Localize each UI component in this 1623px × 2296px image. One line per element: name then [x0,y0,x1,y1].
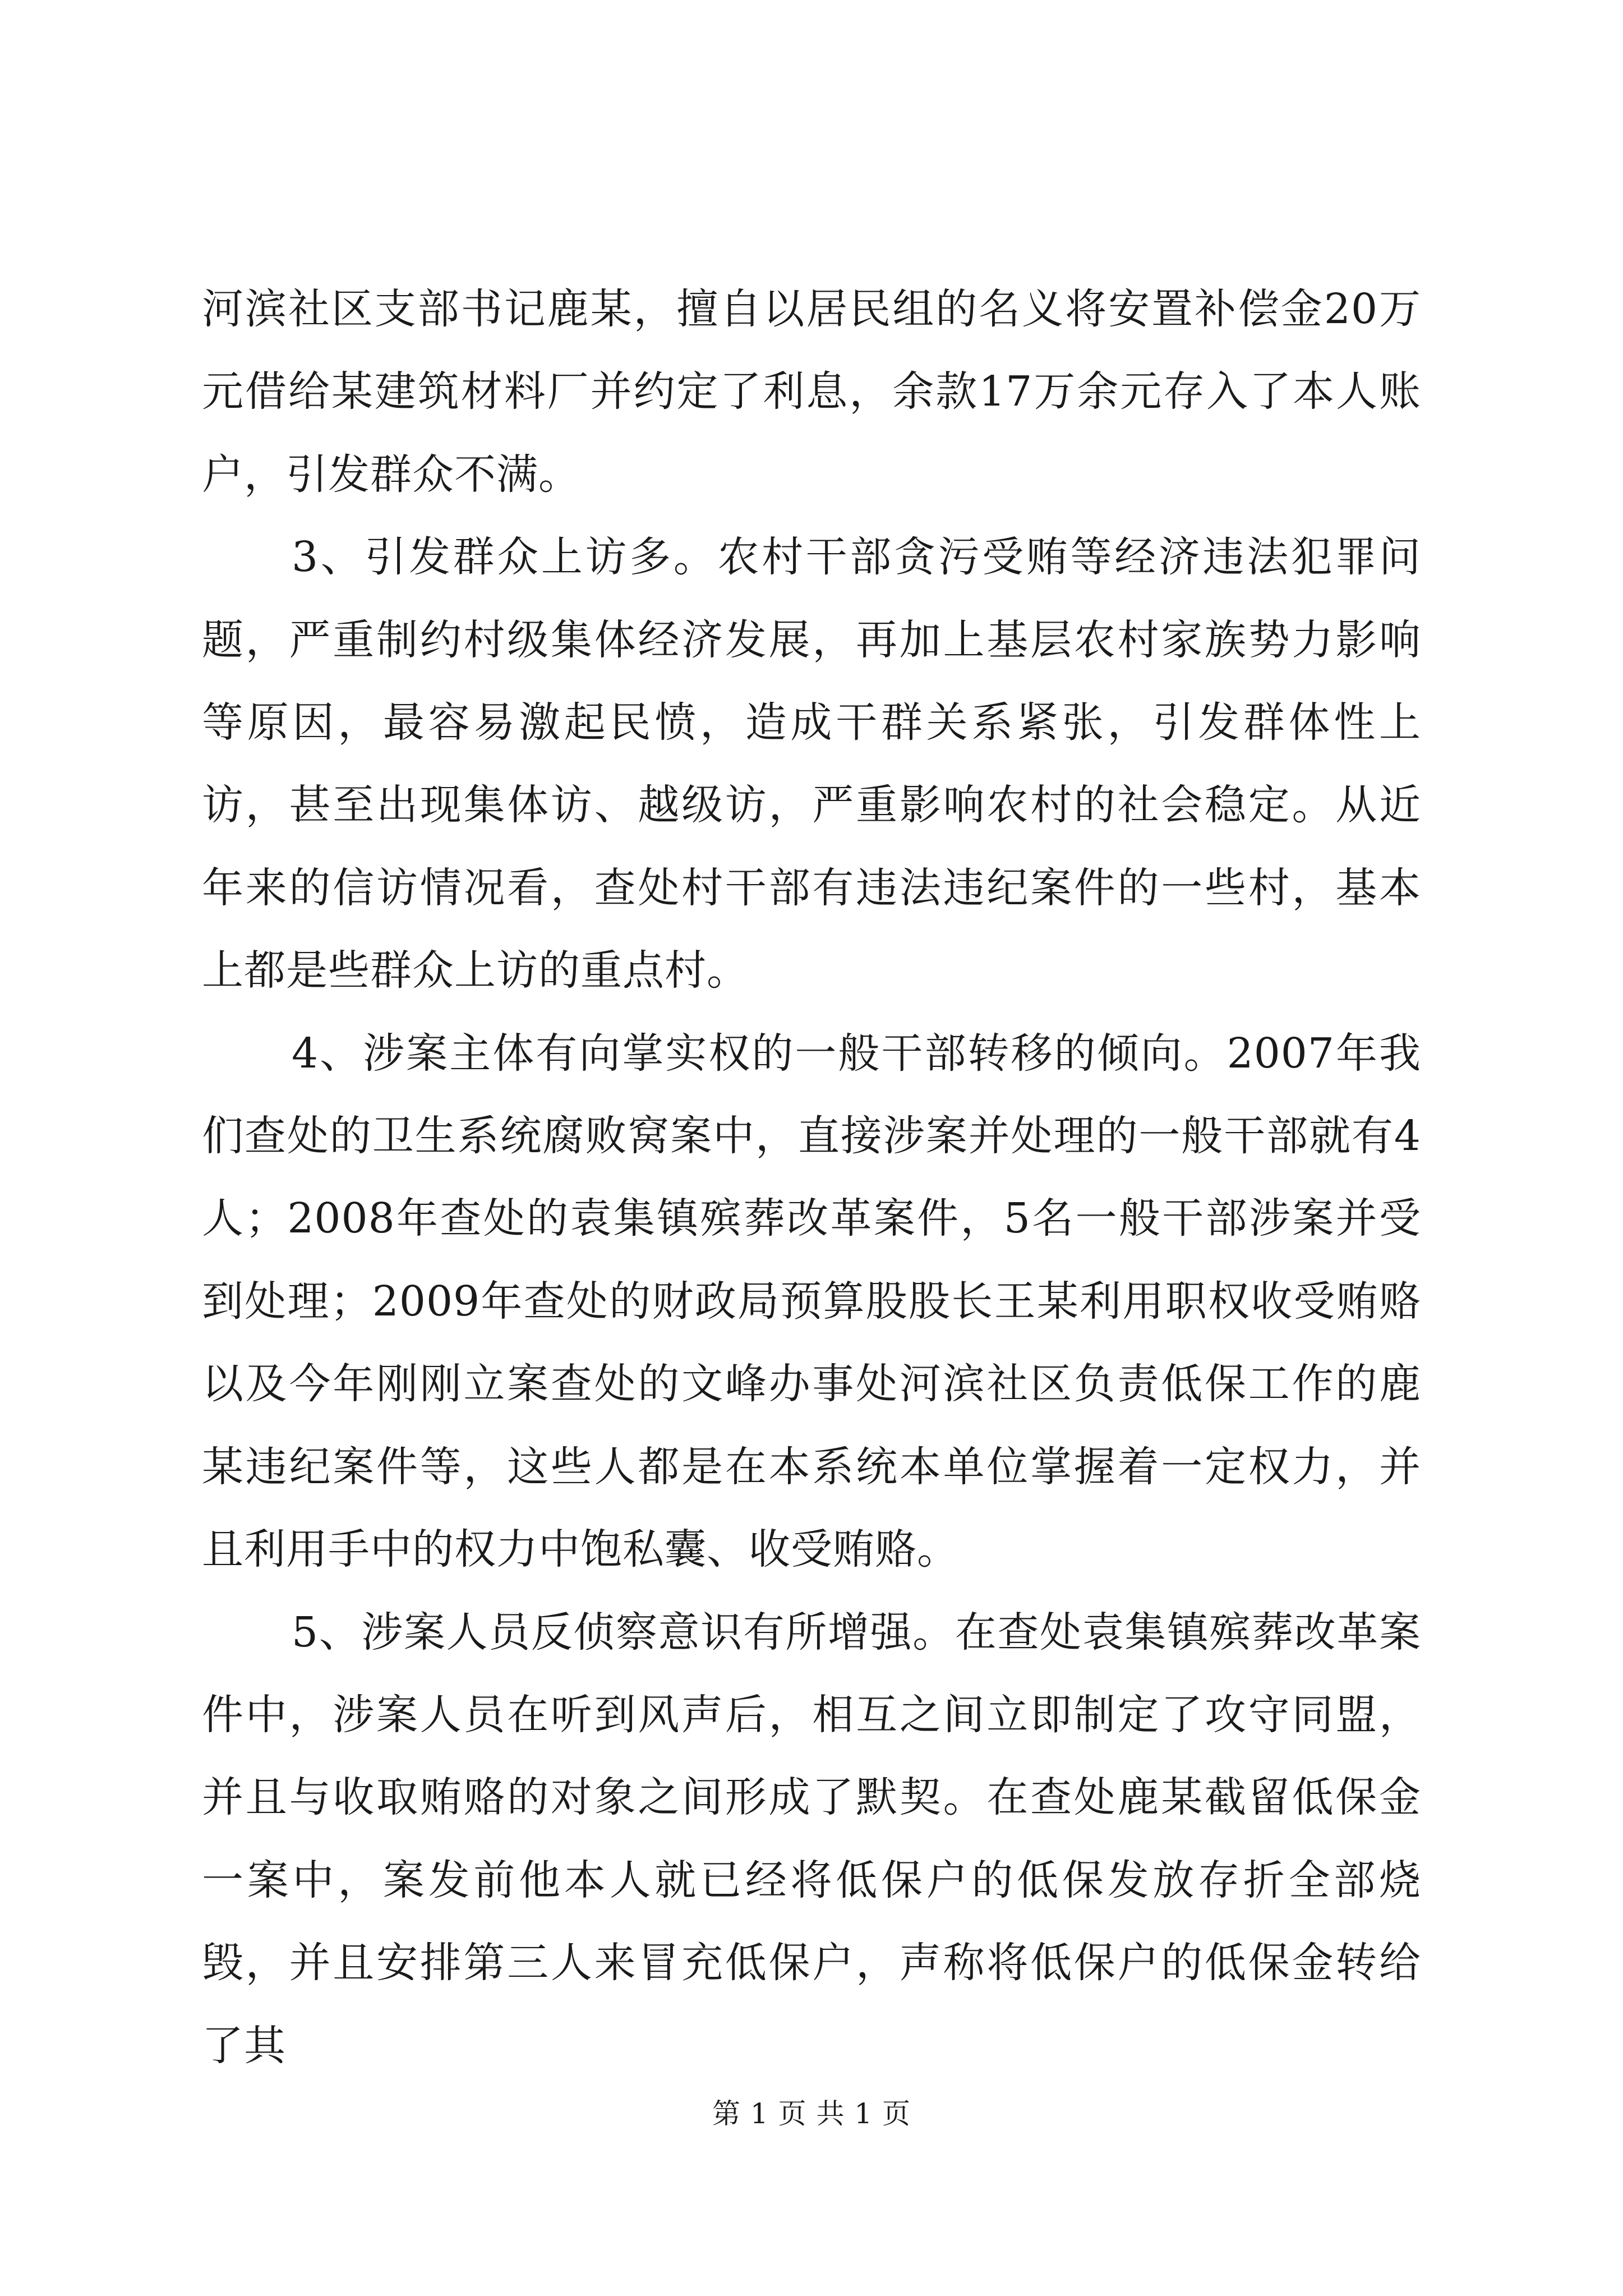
paragraph-1: 河滨社区支部书记鹿某，擅自以居民组的名义将安置补偿金20万元借给某建筑材料厂并约定了利息，余款17万余元存入了本人账户，引发群众不满。 [202,285,1421,499]
paragraph-4: 5、涉案人员反侦察意识有所增强。在查处袁集镇殡葬改革案件中，涉案人员在听到风声后，相互之间立即制定了攻守同盟，并且与收取贿赂的对象之间形成了默契。在查处鹿某截留低保金一案中，案发前他本人就已经将低保户的低保发放存折全部烧毁，并且安排第三人来冒充低保户，声称将低保户的低保金转给了其 [202,1608,1421,2070]
document-body [202,268,1421,2087]
page-footer: 第 1 页 共 1 页 [712,2097,911,2130]
paragraph-2: 3、引发群众上访多。农村干部贪污受贿等经济违法犯罪问题，严重制约村级集体经济发展，再加上基层农村家族势力影响等原因，最容易激起民愤，造成干群关系紧张，引发群体性上访，甚至出现集体访、越级访，严重影响农村的社会稳定。从近年来的信访情况看，查处村干部有违法违纪案件的一些村，基本上都是些群众上访的重点村。 [202,533,1421,995]
paragraph-3: 4、涉案主体有向掌实权的一般干部转移的倾向。2007年我们查处的卫生系统腐败窝案中，直接涉案并处理的一般干部就有4人；2008年查处的袁集镇殡葬改革案件，5名一般干部涉案并受到处理；2009年查处的财政局预算股股长王某利用职权收受贿赂以及今年刚刚立案查处的文峰办事处河滨社区负责低保工作的鹿某违纪案件等，这些人都是在本系统本单位掌握着一定权力，并且利用手中的权力中饱私囊、收受贿赂。 [202,1029,1421,1574]
